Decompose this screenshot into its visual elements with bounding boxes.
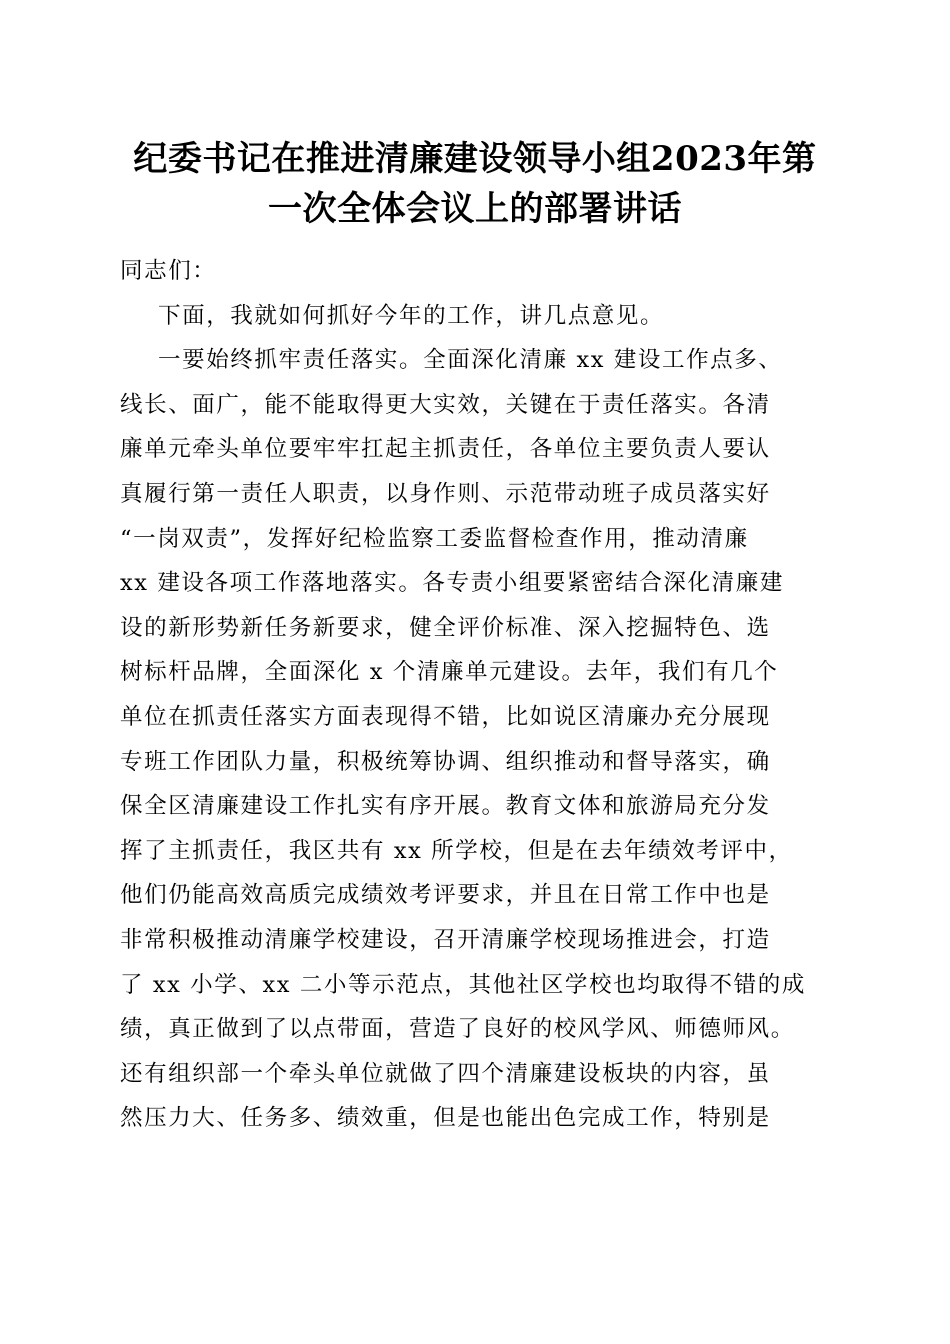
title-line-2: 一次全体会议上的部署讲话	[268, 189, 682, 229]
body-line: 还有组织部一个牵头单位就做了四个清廉建设板块的内容，虽	[120, 1060, 771, 1087]
body-line: 保全区清廉建设工作扎实有序开展。教育文体和旅游局充分发	[120, 793, 771, 820]
body-line: 非常积极推动清廉学校建设，召开清廉学校现场推进会，打造	[120, 926, 771, 953]
body-line: 了 xx 小学、xx 二小等示范点，其他社区学校也均取得不错的成	[120, 971, 806, 998]
title-line-1: 纪委书记在推进清廉建设领导小组2023年第	[133, 139, 817, 179]
body-line: 设的新形势新任务新要求，健全评价标准、深入挖掘特色、选	[120, 614, 771, 641]
body-line: 树标杆品牌，全面深化 x 个清廉单元建设。去年，我们有几个	[120, 659, 779, 686]
salutation: 同志们：	[120, 258, 217, 284]
body-line: 挥了主抓责任，我区共有 xx 所学校，但是在去年绩效考评中，	[120, 837, 793, 864]
body-line: 线长、面广，能不能取得更大实效，关键在于责任落实。各清	[120, 391, 771, 418]
body-line: 单位在抓责任落实方面表现得不错，比如说区清廉办充分展现	[120, 703, 771, 730]
body-line: 然压力大、任务多、绩效重，但是也能出色完成工作，特别是	[120, 1105, 771, 1132]
body-line: xx 建设各项工作落地落实。各专责小组要紧密结合深化清廉建	[120, 570, 784, 597]
body-line: 真履行第一责任人职责，以身作则、示范带动班子成员落实好	[120, 480, 771, 507]
body-line: “一岗双责”，发挥好纪检监察工委监督检查作用，推动清廉	[120, 525, 749, 552]
body-line: 绩，真正做到了以点带面，营造了良好的校风学风、师德师风。	[120, 1016, 795, 1043]
body-line: 一要始终抓牢责任落实。全面深化清廉 xx 建设工作点多、	[158, 347, 783, 374]
body-line: 廉单元牵头单位要牢牢扛起主抓责任，各单位主要负责人要认	[120, 436, 771, 463]
body-line: 专班工作团队力量，积极统筹协调、组织推动和督导落实，确	[120, 748, 771, 775]
body-line: 他们仍能高效高质完成绩效考评要求，并且在日常工作中也是	[120, 882, 771, 909]
document-body	[120, 249, 835, 1141]
intro-paragraph: 下面，我就如何抓好今年的工作，讲几点意见。	[158, 302, 665, 329]
document-title	[90, 134, 860, 234]
